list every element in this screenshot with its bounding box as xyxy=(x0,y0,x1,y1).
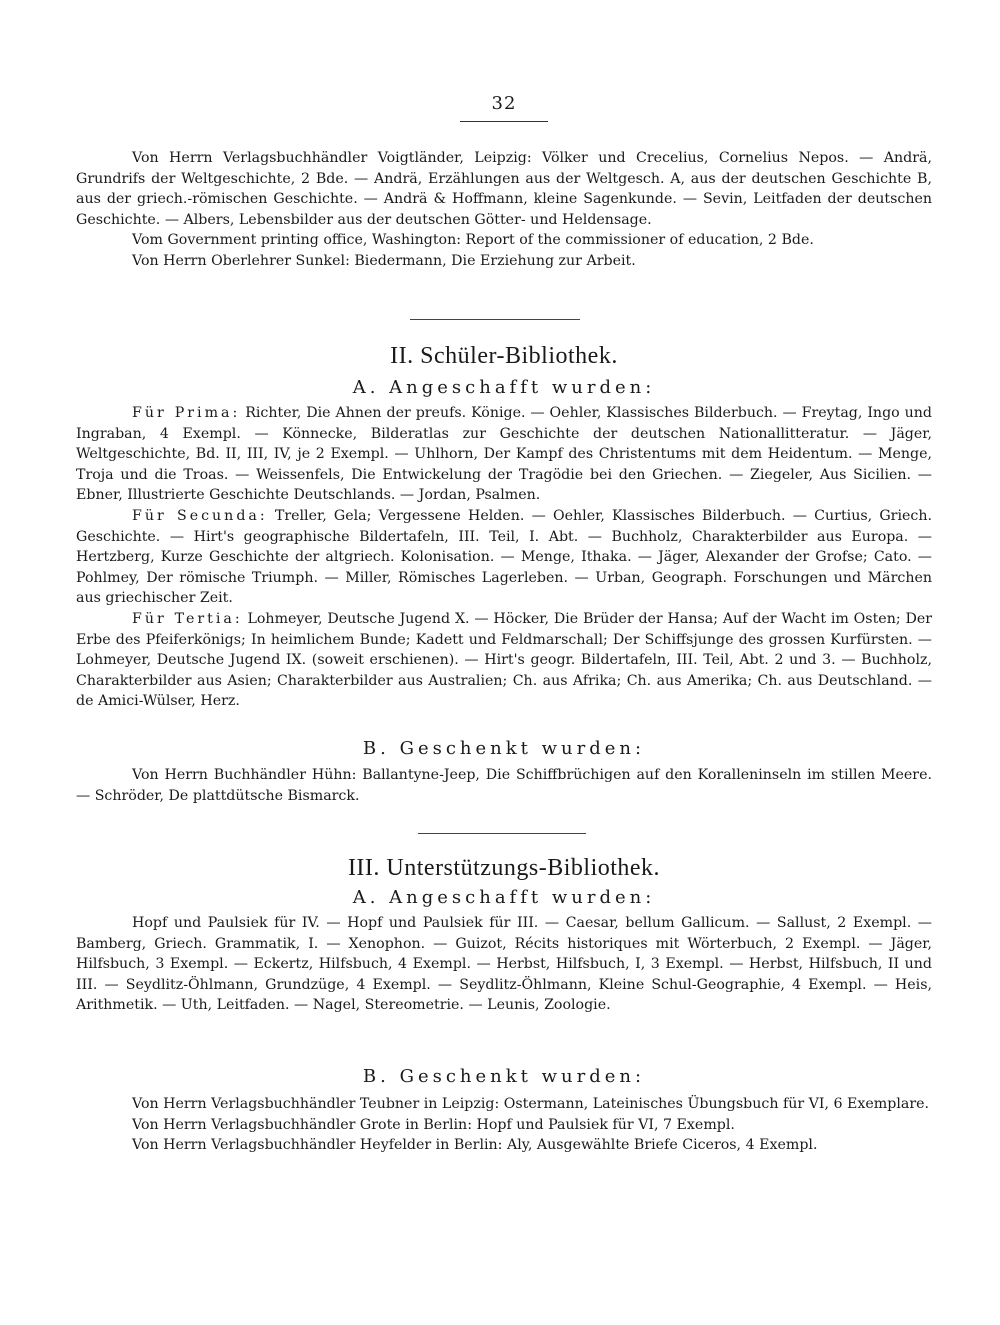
paragraph-teubner: Von Herrn Verlagsbuchhändler Teubner in Leipzig: Ostermann, Lateinisches Übungsbuch für VI, 6 Exemplare. xyxy=(132,1096,930,1112)
section-title-unterstuetzungs-bibliothek: III. Unterstützungs-Bibliothek. xyxy=(347,855,661,881)
subheading-angeschafft: A. Angeschafft wurden: xyxy=(352,887,656,908)
text-secunda: Treller, Gela; Vergessene Helden. — Oehler, Klassisches Bilderbuch. — Curtius, Griech. Geschichte. — Hirt's geographische Bildertafeln, III. Teil, I. Abt. — Buchholz, Charakterbilder aus Europa. — Hertzberg, Kurze Geschichte der altgriech. Kolonisation. — Menge, Ithaka. — Jäger, Alexander der Grofse; Cato. — Pohlmey, Der römische Triumph. — Miller, Römisches Lagerleben. — Urban, Geograph. Forschungen und Märchen aus griechischer Zeit. xyxy=(76,507,932,607)
donations-block xyxy=(76,148,932,272)
section-divider xyxy=(410,319,580,320)
page-number-rule xyxy=(460,121,548,122)
label-secunda: Für Secunda: xyxy=(132,507,268,524)
paragraph-acquired-books: Hopf und Paulsiek für IV. — Hopf und Paulsiek für III. — Caesar, bellum Gallicum. — Sallust, 2 Exempl. — Bamberg, Griech. Grammatik, I. — Xenophon. — Guizot, Récits historiques mit Wörterbuch, 2 Exempl. — Jäger, Hilfsbuch, 3 Exempl. — Eckertz, Hilfsbuch, 4 Exempl. — Herbst, Hilfsbuch, I, 3 Exempl. — Herbst, Hilfsbuch, II und III. — Seydlitz-Öhlmann, Grundzüge, 4 Exempl. — Seydlitz-Öhlmann, Kleine Schul-Geographie, 4 Exempl. — Heis, Arithmetik. — Uth, Leitfaden. — Nagel, Stereometrie. — Leunis, Zoologie. xyxy=(76,915,932,1014)
subheading-geschenkt: B. Geschenkt wurden: xyxy=(362,1066,646,1087)
paragraph-government-office: Vom Government printing office, Washington: Report of the commissioner of education, 2 Bde. xyxy=(132,232,814,249)
label-prima: Für Prima: xyxy=(132,405,241,421)
schueler-donated-block xyxy=(76,765,932,806)
document-page xyxy=(76,0,932,1325)
paragraph-grote: Von Herrn Verlagsbuchhändler Grote in Berlin: Hopf und Paulsiek für VI, 7 Exempl. xyxy=(132,1116,735,1133)
paragraph-heyfelder: Von Herrn Verlagsbuchhändler Heyfelder in Berlin: Aly, Ausgewählte Briefe Ciceros, 4 Exempl. xyxy=(132,1137,818,1154)
section-divider xyxy=(418,833,586,834)
paragraph-prima xyxy=(76,403,932,506)
paragraph-huehn xyxy=(76,765,932,806)
paragraph-sunkel: Von Herrn Oberlehrer Sunkel: Biedermann, Die Erziehung zur Arbeit. xyxy=(132,252,636,269)
text-huehn: Ballantyne-Jeep, Die Schiffbrüchigen auf den Koralleninseln im stillen Meere. — Schröder, De plattdütsche Bismarck. xyxy=(76,767,932,804)
unterstuetzung-acquired-block xyxy=(76,913,932,1016)
subheading-angeschafft: A. Angeschafft wurden: xyxy=(352,377,656,398)
subheading-geschenkt: B. Geschenkt wurden: xyxy=(362,738,646,759)
text-prima: Richter, Die Ahnen der preufs. Könige. — Oehler, Klassisches Bilderbuch. — Freytag, Ingo und Ingraban, 4 Exempl. — Könnecke, Bilderatlas zur Geschichte der deutschen Nationallitteratur. — Jäger, Weltgeschichte, Bd. II, III, IV, je 2 Exempl. — Uhlhorn, Der Kampf des Christentums mit dem Heidentum. — Menge, Troja und die Troas. — Weissenfels, Die Entwickelung der Tragödie bei den Griechen. — Ziegeler, Aus Sicilien. — Ebner, Illustrierte Geschichte Deutschlands. — Jordan, Psalmen. xyxy=(76,405,932,504)
paragraph-secunda xyxy=(76,506,932,609)
page-number: 32 xyxy=(491,93,517,114)
unterstuetzung-donated-block xyxy=(76,1094,932,1156)
label-huehn: Von Herrn Buchhändler Hühn: xyxy=(132,767,357,783)
schueler-acquired-block xyxy=(76,403,932,712)
paragraph-tertia xyxy=(76,609,932,712)
paragraph-voigtlaender: Von Herrn Verlagsbuchhändler Voigtländer, Leipzig: Völker und Crecelius, Cornelius Nepos. — Andrä, Grundrifs der Weltgeschichte, 2 Bde. — Andrä, Erzählungen aus der Weltgesch. A, aus der deutschen Geschichte B, aus der griech.-römischen Geschichte. — Andrä & Hoffmann, kleine Sagenkunde. — Sevin, Leitfaden der deutschen Geschichte. — Albers, Lebensbilder aus der deutschen Götter- und Heldensage. xyxy=(76,150,932,228)
section-title-schueler-bibliothek: II. Schüler-Bibliothek. xyxy=(390,343,618,369)
text-tertia: Lohmeyer, Deutsche Jugend X. — Höcker, Die Brüder der Hansa; Auf der Wacht im Osten; Der Erbe des Pfeiferkönigs; In heimlichem Bunde; Kadett und Feldmarschall; Der Schiffsjunge des grossen Kurfürsten. — Lohmeyer, Deutsche Jugend IX. (soweit erschienen). — Hirt's geogr. Bildertafeln, III. Teil, Abt. 2 und 3. — Buchholz, Charakterbilder aus Asien; Charakterbilder aus Australien; Ch. aus Afrika; Ch. aus Amerika; Ch. aus Deutschland. — de Amici-Wülser, Herz. xyxy=(76,610,932,710)
label-tertia: Für Tertia: xyxy=(132,610,243,627)
